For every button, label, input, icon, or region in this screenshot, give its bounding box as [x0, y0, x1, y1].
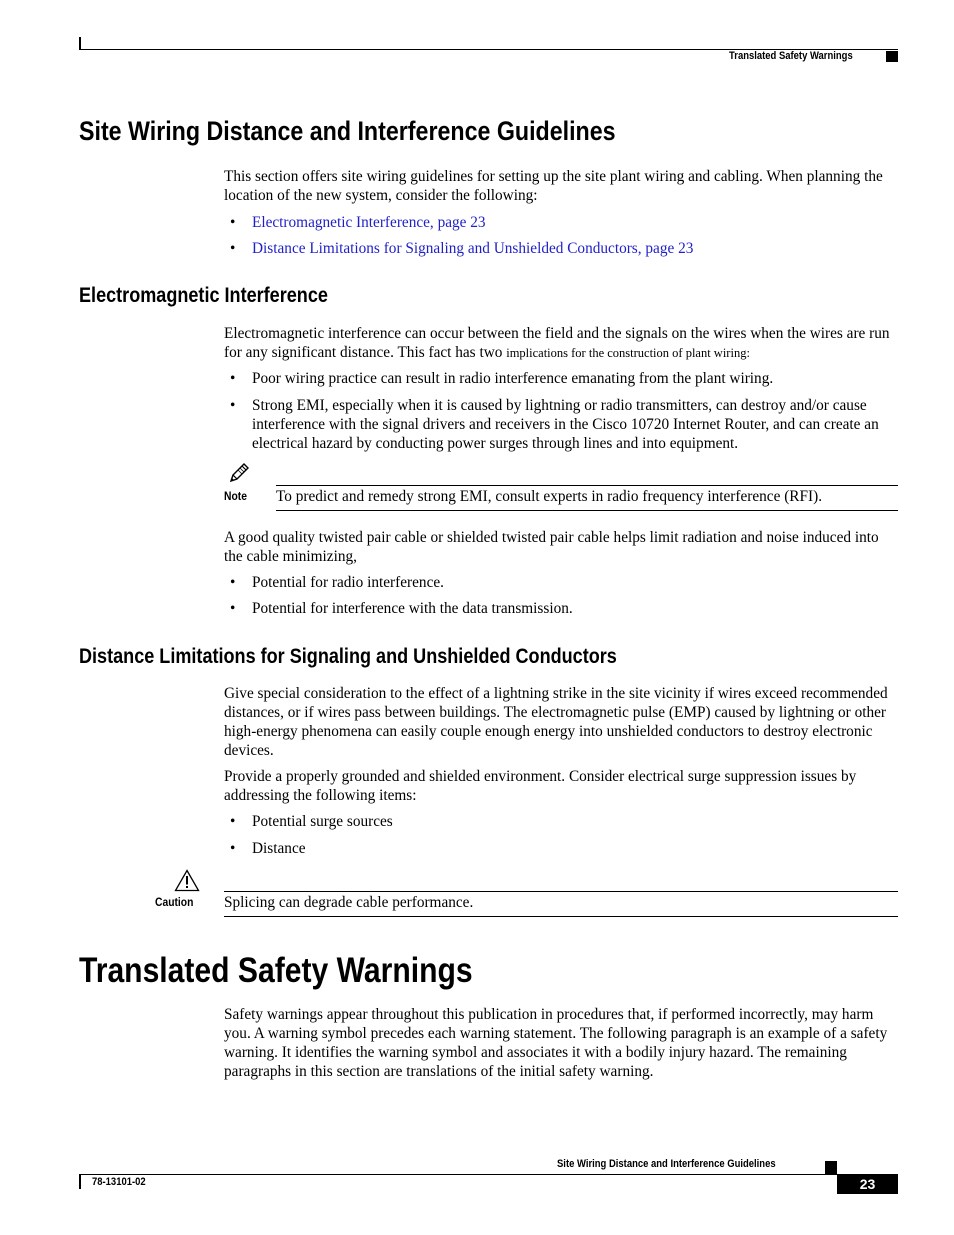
note-rule-top: [276, 485, 898, 486]
cable-bullets: [224, 573, 896, 618]
note-text: To predict and remedy strong EMI, consult experts in radio frequency interference (RFI).: [276, 488, 823, 505]
distance-paragraph: Give special consideration to the effect of a lightning strike in the site vicinity if wires exceed recommended distances, or if wires pass between buildings. The electromagnetic pulse (EMP) caused by lightning or other high-energy phenomena can easily couple enough energy into unshielded conductors to destroy electronic devices.: [224, 685, 888, 759]
list-item: • Distance: [230, 840, 306, 857]
note-rule-bottom: [276, 510, 898, 511]
link-list: [224, 213, 896, 258]
section-heading: Site Wiring Distance and Interference Guidelines: [79, 116, 616, 146]
subsection-heading: Distance Limitations for Signaling and Unshielded Conductors: [79, 645, 617, 668]
footer-marker: [825, 1161, 837, 1174]
list-item: • Potential for interference with the data transmission.: [230, 600, 573, 617]
caution-rule-bottom: [224, 916, 898, 917]
list-item[interactable]: • Distance Limitations for Signaling and Unshielded Conductors, page 23: [230, 240, 694, 257]
list-item: • Potential surge sources: [230, 813, 393, 830]
caution-label: Caution: [155, 895, 194, 909]
section-intro: This section offers site wiring guidelines for setting up the site plant wiring and cabling. When planning the location of the new system, consider the following:: [224, 168, 883, 204]
subsection-heading: Electromagnetic Interference: [79, 284, 328, 307]
link-emi[interactable]: Electromagnetic Interference, page 23: [252, 214, 486, 231]
pencil-icon: [227, 461, 251, 485]
page-title: Translated Safety Warnings: [79, 951, 473, 990]
link-distance[interactable]: Distance Limitations for Signaling and Unshielded Conductors, page 23: [252, 240, 694, 257]
doc-number: 78-13101-02: [92, 1176, 146, 1188]
grounding-paragraph: Provide a properly grounded and shielded environment. Consider electrical surge suppression issues by addressing the following items:: [224, 768, 857, 804]
list-item: • Poor wiring practice can result in radio interference emanating from the plant wiring.: [230, 370, 774, 387]
emi-paragraph: Electromagnetic interference can occur between the field and the signals on the wires when the wires are run for any significant distance. This fact has two implications for the construction of plant wiring:: [224, 325, 890, 361]
footer-chapter-title: Site Wiring Distance and Interference Guidelines: [557, 1158, 776, 1170]
emi-bullets: [224, 369, 896, 453]
footer-tick: [79, 1174, 81, 1189]
note-label: Note: [224, 489, 247, 503]
list-item: • Strong EMI, especially when it is caused by lightning or radio transmitters, can destroy and/or cause interference with the signal drivers and receivers in the Cisco 10720 Internet Router, and can create an electrical hazard by conducting power surges through lines and into equipment.: [230, 397, 879, 452]
list-item: • Potential for radio interference.: [230, 574, 444, 591]
cable-paragraph: A good quality twisted pair cable or shielded twisted pair cable helps limit radiation and noise induced into the cable minimizing,: [224, 529, 879, 565]
list-item[interactable]: • Electromagnetic Interference, page 23: [230, 214, 486, 231]
header-marker: [886, 51, 898, 62]
surge-bullets: [224, 812, 896, 858]
running-header: Translated Safety Warnings: [729, 50, 853, 62]
caution-rule-top: [224, 891, 898, 892]
safety-paragraph: Safety warnings appear throughout this publication in procedures that, if performed incorrectly, may harm you. A warning symbol precedes each warning statement. The following paragraph is an example of a safety warning. It identifies the warning symbol and associates it with a bodily injury hazard. The remaining paragraphs in this section are translations of the initial safety warning.: [224, 1006, 888, 1080]
page-number: 23: [837, 1174, 898, 1194]
warning-triangle-icon: [174, 869, 200, 892]
footer-rule: [79, 1174, 837, 1175]
caution-text: Splicing can degrade cable performance.: [224, 894, 474, 911]
